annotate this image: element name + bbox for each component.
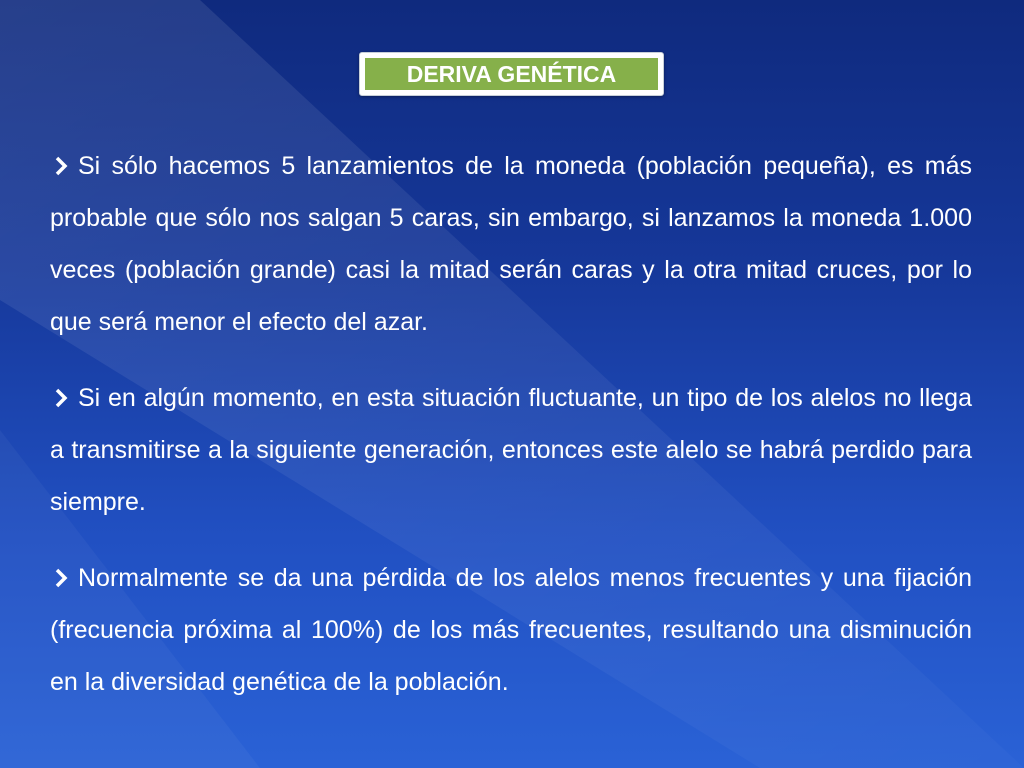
- bullet-item: [50, 552, 972, 708]
- slide-title-box: [359, 52, 664, 96]
- bullet-item: [50, 140, 972, 348]
- bullet-list: [50, 140, 972, 708]
- bullet-text: Normalmente se da una pérdida de los alelos menos frecuentes y una fijación (frecuencia próxima al 100%) de los más frecuentes, resultando una disminución en la diversidad genética de la población.: [50, 564, 972, 696]
- chevron-right-icon: [50, 156, 78, 176]
- chevron-right-icon: [50, 568, 78, 588]
- bullet-text: Si sólo hacemos 5 lanzamientos de la moneda (población pequeña), es más probable que sólo nos salgan 5 caras, sin embargo, si lanzamos la moneda 1.000 veces (población grande) casi la mitad serán caras y la otra mitad cruces, por lo que será menor el efecto del azar.: [50, 152, 972, 336]
- bullet-text: Si en algún momento, en esta situación fluctuante, un tipo de los alelos no llega a transmitirse a la siguiente generación, entonces este alelo se habrá perdido para siempre.: [50, 384, 972, 516]
- slide-title: DERIVA GENÉTICA: [406, 60, 617, 87]
- bullet-item: [50, 372, 972, 528]
- chevron-right-icon: [50, 388, 78, 408]
- slide-title-fill: [365, 58, 658, 90]
